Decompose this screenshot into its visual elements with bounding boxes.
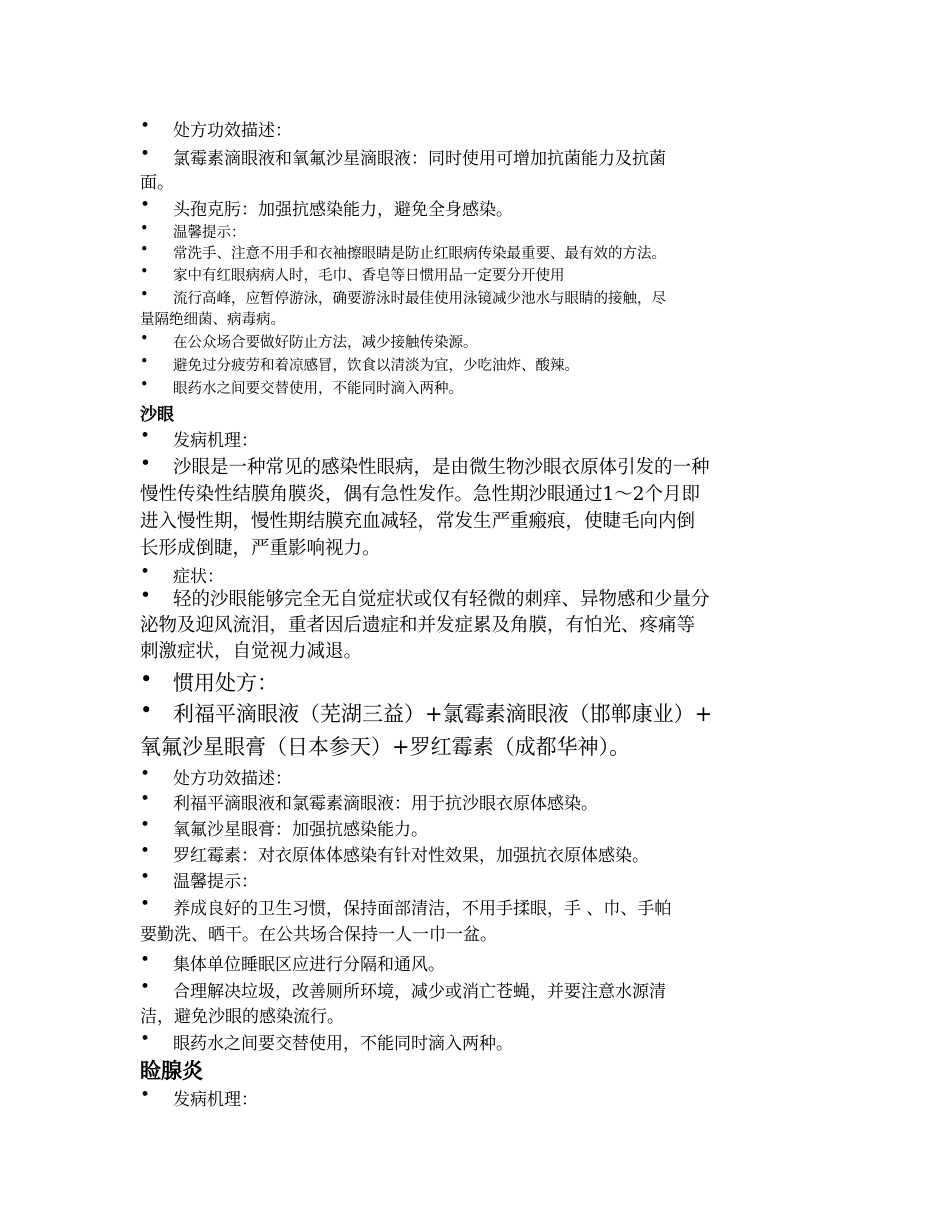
- list-item: 处方功效描述：: [173, 769, 292, 789]
- list-item: 合理解决垃圾，改善厕所环境，减少或消亡苍蝇，并要注意水源清: [173, 982, 666, 1002]
- list-item: 处方功效描述：: [173, 121, 292, 141]
- bullet: •: [140, 667, 153, 691]
- list-item: 罗红霉素：对衣原体体感染有针对性效果，加强抗衣原体感染。: [173, 846, 649, 866]
- list-item-continuation: 泌物及迎风流泪，重者因后遗症和并发症累及角膜，有怕光、疼痛等: [140, 615, 696, 636]
- bullet: •: [140, 867, 151, 887]
- list-item-continuation: 氧氟沙星眼膏（日本参天）+罗红霉素（成都华神）。: [140, 735, 631, 759]
- bullet: •: [140, 950, 151, 970]
- list-item: 常洗手、注意不用手和衣袖擦眼睛是防止红眼病传染最重要、最有效的方法。: [173, 246, 666, 262]
- bullet: •: [140, 195, 151, 215]
- bullet: •: [140, 1029, 151, 1049]
- list-item: 症状：: [173, 567, 224, 587]
- list-item-continuation: 进入慢性期，慢性期结膜充血减轻，常发生严重瘢痕，使睫毛向内倒: [140, 511, 696, 532]
- list-item: 在公众场合要做好防止方法，减少接触传染源。: [173, 335, 478, 351]
- bullet: •: [140, 894, 151, 914]
- list-item: 头孢克肟：加强抗感染能力，避免全身感染。: [173, 200, 513, 220]
- bullet: •: [140, 116, 151, 136]
- list-item: 家中有红眼病病人时，毛巾、香皂等日惯用品一定要分开使用: [173, 268, 565, 284]
- list-item-continuation: 刺激症状，自觉视力减退。: [140, 641, 363, 662]
- bullet: •: [140, 264, 149, 280]
- list-item: 避免过分疲劳和着凉感冒，饮食以清淡为宜，少吃油炸、酸辣。: [173, 358, 579, 374]
- bullet: •: [140, 698, 153, 722]
- bullet: •: [140, 815, 151, 835]
- list-item: 流行高峰，应暂停游泳，确要游泳时最佳使用泳镜减少池水与眼睛的接触，尽: [173, 291, 666, 307]
- list-item: 发病机理：: [173, 431, 258, 451]
- list-item: 轻的沙眼能够完全无自觉症状或仅有轻微的刺痒、异物感和少量分: [173, 589, 710, 610]
- bullet: •: [140, 242, 149, 258]
- bullet: •: [140, 221, 149, 237]
- bullet: •: [140, 287, 149, 303]
- list-item: 眼药水之间要交替使用，不能同时滴入两种。: [173, 1034, 513, 1054]
- list-item: 利福平滴眼液（芜湖三益）+氯霉素滴眼液（邯郸康业）+: [173, 702, 713, 726]
- bullet: •: [140, 789, 151, 809]
- list-item-continuation: 长形成倒睫，严重影响视力。: [140, 538, 381, 559]
- section-heading: 沙眼: [140, 405, 174, 425]
- list-item: 惯用处方：: [173, 671, 278, 695]
- bullet: •: [140, 585, 151, 606]
- list-item-continuation: 面。: [140, 173, 174, 193]
- section-heading: 睑腺炎: [140, 1059, 203, 1083]
- list-item: 眼药水之间要交替使用，不能同时滴入两种。: [173, 381, 463, 397]
- list-item-continuation: 洁，避免沙眼的感染流行。: [140, 1007, 344, 1027]
- bullet: •: [140, 354, 149, 370]
- list-item: 氧氟沙星眼膏：加强抗感染能力。: [173, 820, 428, 840]
- bullet: •: [140, 841, 151, 861]
- list-item: 发病机理：: [173, 1090, 258, 1110]
- bullet: •: [140, 562, 151, 582]
- bullet: •: [140, 377, 149, 393]
- list-item: 温馨提示：: [173, 225, 246, 241]
- bullet: •: [140, 144, 151, 164]
- bullet: •: [140, 331, 149, 347]
- bullet: •: [140, 764, 151, 784]
- bullet: •: [140, 453, 151, 474]
- bullet: •: [140, 426, 151, 446]
- list-item-continuation: 慢性传染性结膜角膜炎，偶有急性发作。急性期沙眼通过1～2个月即: [140, 484, 701, 505]
- list-item: 集体单位睡眠区应进行分隔和通风。: [173, 955, 445, 975]
- list-item: 沙眼是一种常见的感染性眼病，是由微生物沙眼衣原体引发的一种: [173, 457, 710, 478]
- list-item: 利福平滴眼液和氯霉素滴眼液：用于抗沙眼衣原体感染。: [173, 794, 598, 814]
- list-item: 养成良好的卫生习惯，保持面部清洁，不用手揉眼，手 、巾、手帕: [173, 899, 672, 919]
- bullet: •: [140, 1085, 151, 1105]
- list-item-continuation: 量隔绝细菌、病毒病。: [140, 312, 285, 328]
- list-item: 氯霉素滴眼液和氧氟沙星滴眼液：同时使用可增加抗菌能力及抗菌: [173, 149, 666, 169]
- bullet: •: [140, 977, 151, 997]
- list-item-continuation: 要勤洗、晒干。在公共场合保持一人一巾一盆。: [140, 925, 497, 945]
- list-item: 温馨提示：: [173, 872, 258, 892]
